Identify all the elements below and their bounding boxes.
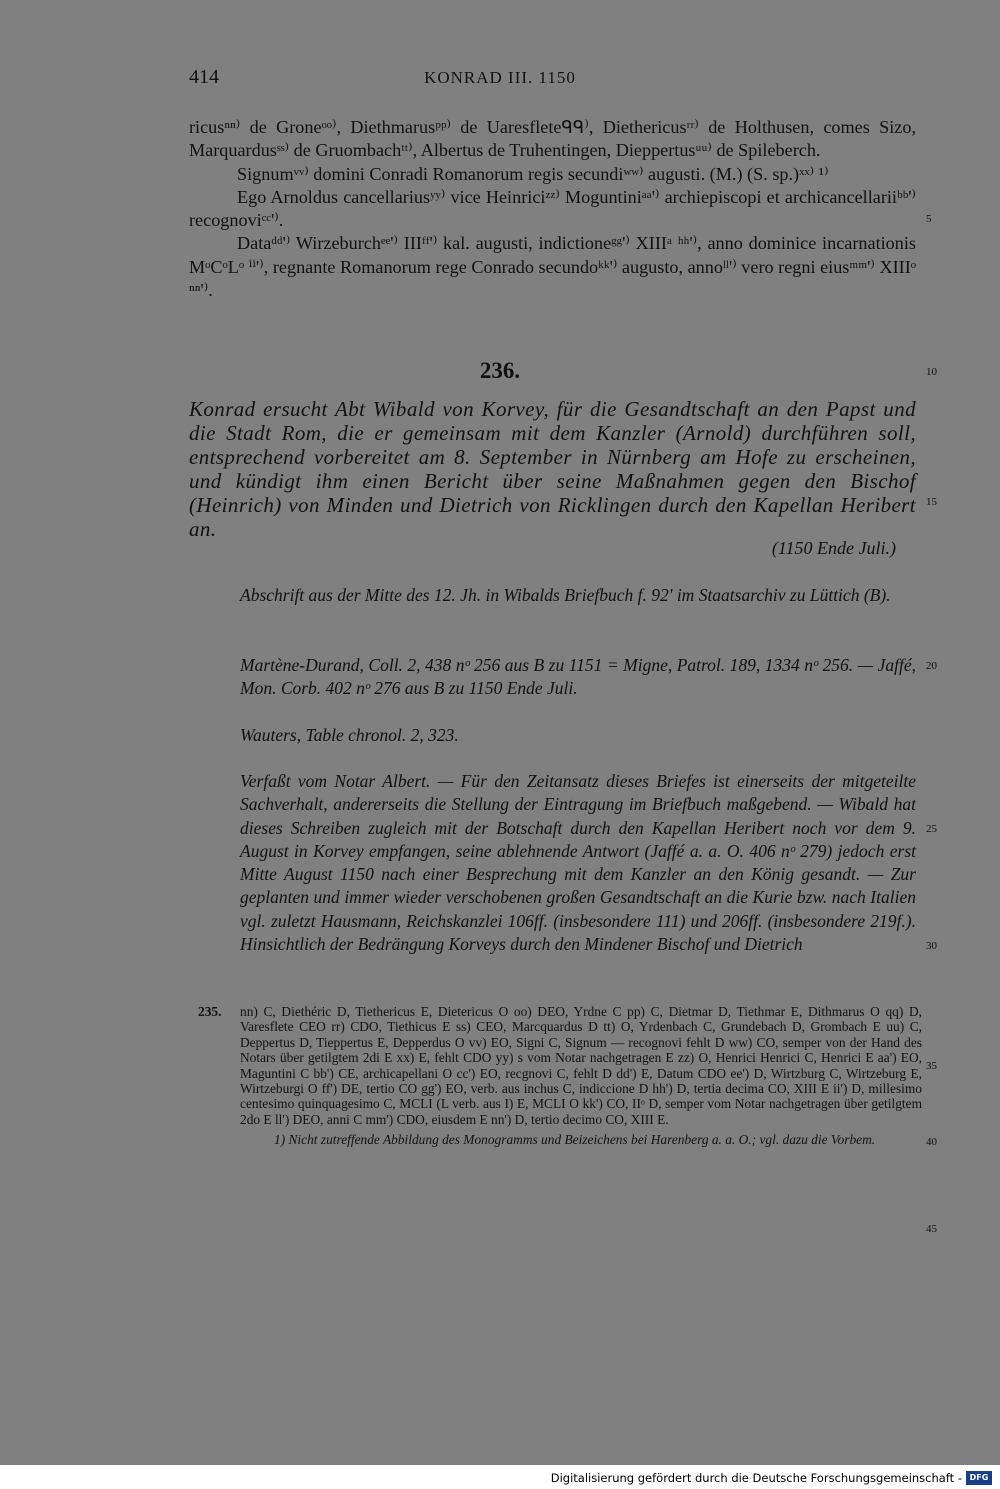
regest: Konrad ersucht Abt Wibald von Korvey, für die Gesandtschaft an den Papst und die Stadt Rom, die er gemeinsam mit dem Kanzler (Arnold) durchführen soll, entsprechend vorbereitet am 8. September in Nürnberg am Hofe zu erscheinen, und kündigt ihm einen Bericht über seine Maßnahmen gegen den Bischof (Heinrich) von Minden und Dietrich von Ricklingen durch den Kapellan Heribert an. bbox=[189, 397, 916, 541]
running-title: KONRAD III. 1150 bbox=[424, 68, 576, 87]
line-number: 15 bbox=[926, 496, 937, 508]
apparatus-text: nn) C, Diethéric D, Tiethericus E, Dietericus O oo) DEO, Yrdne C pp) C, Dietmar D, Tiethmar E, Dithmarus O qq) D, Varesflete CEO rr) CDO, Tiethicus E ss) CEO, Marcquardus D tt) O, Yrdenbach C, Grundebach D, Grombach E uu) C, Deppertus D, Tieppertus E, Depperdus O vv) EO, Signi C, Signum — recognovi fehlt D ww) CO, semper von der Hand des Notars über getilgtem 2di E xx) E, fehlt CDO yy) s vom Notar nachgetragen E zz) O, Henrici Henrici C, Henrici E aa') EO, Maguntini C bb') CE, archicapellani O cc') EO, recgnovi C, fehlt D dd') E, Datum CDO ee') D, Wirtzburg C, Wirtzeburg E, Wirtzeburgi O ff') DE, tertio CO gg') EO, verb. aus inchus C, indiccione D hh') D, tertia decima CO, XIII E ii') D, millesimo centesimo quinquagesimo C, MCLI (L verb. aus I) E, MCLI O kk') CO, IIᵒ D, semper vom Notar nachgetragen über getilgtem 2do E ll') DEO, anni C mm') CDO, eiusdem E nn') D, tertio decimo CO, XIII E. bbox=[240, 1004, 922, 1127]
funding-ribbon bbox=[0, 1467, 1000, 1489]
charter-text bbox=[189, 116, 916, 302]
page-number: 414 bbox=[189, 66, 219, 88]
note-commentary: Verfaßt vom Notar Albert. — Für den Zeitansatz dieses Briefes ist einerseits der mitgeteilte Sachverhalt, andererseits die Stellung der Eintragung im Briefbuch maßgebend. — Wibald hat dieses Schreiben zugleich mit der Botschaft durch den Kapellan Heribert noch vor dem 9. August in Korvey empfangen, seine ablehnende Antwort (Jaffé a. a. O. 406 nᵒ 279) jedoch erst Mitte August 1150 nach einer Besprechung mit dem Kanzler an den König gesandt. — Zur geplanten und immer wieder verschobenen großen Gesandtschaft an die Kurie bzw. nach Italien vgl. zuletzt Hausmann, Reichskanzlei 106ff. (insbesondere 111) und 206ff. (insbesondere 219f.). Hinsichtlich der Bedrängung Korveys durch den Mindener Bischof und Dietrich bbox=[240, 771, 916, 955]
line-number: 5 bbox=[926, 213, 932, 225]
footnote-1: 1) Nicht zutreffende Abbildung des Monogramms und Beizeichens bei Harenberg a. a. O.; vgl. dazu die Vorbem. bbox=[274, 1132, 876, 1148]
line-number: 45 bbox=[926, 1223, 937, 1235]
funding-text: Digitalisierung gefördert durch die Deutsche Forschungsgemeinschaft - bbox=[550, 1471, 962, 1485]
line-number: 10 bbox=[926, 366, 937, 378]
note-editions: Martène-Durand, Coll. 2, 438 nᵒ 256 aus B zu 1151 = Migne, Patrol. 189, 1334 nᵒ 256. — Jaffé, Mon. Corb. 402 nᵒ 276 aus B zu 1150 Ende Juli. bbox=[240, 655, 916, 699]
dating-clause: Dataᵈᵈ'⁾ Wirzeburchᵉᵉ'⁾ IIIᶠᶠ'⁾ kal. augusti, indictioneᵍᵍ'⁾ XIIIᵃ ʰʰ'⁾, anno dominice incarnationis MᵒCᵒLᵒ ⁱⁱ'⁾, regnante Romanorum rege Conrado secundoᵏᵏ'⁾ augusto, annoˡˡ'⁾ vero regni eiusᵐᵐ'⁾ XIIIᵒ ⁿⁿ'⁾. bbox=[189, 233, 916, 301]
line-number: 40 bbox=[926, 1136, 937, 1148]
apparatus-label: 235. bbox=[198, 1004, 222, 1019]
note-source: Abschrift aus der Mitte des 12. Jh. in Wibalds Briefbuch f. 92' im Staatsarchiv zu Lüttich (B). bbox=[240, 585, 891, 605]
critical-apparatus bbox=[198, 1004, 922, 1148]
note-regesta: Wauters, Table chronol. 2, 323. bbox=[240, 725, 459, 745]
document-number: 236. bbox=[479, 358, 521, 383]
signum-line: Signumᵛᵛ⁾ domini Conradi Romanorum regis secundiʷʷ⁾ augusti. (M.) (S. sp.)ˣˣ⁾ ¹⁾ bbox=[237, 163, 829, 184]
line-number: 20 bbox=[926, 660, 937, 672]
line-number: 35 bbox=[926, 1060, 937, 1072]
line-number: 25 bbox=[926, 823, 937, 835]
dfg-logo-icon: DFG bbox=[966, 1471, 992, 1485]
line-number: 30 bbox=[926, 940, 937, 952]
date-line: (1150 Ende Juli.) bbox=[771, 538, 896, 558]
witness-list: ricusⁿⁿ⁾ de Groneᵒᵒ⁾, Diethmarusᵖᵖ⁾ de Uaresfleteᑫᑫ⁾, Diethericusʳʳ⁾ de Holthusen, comes Sizo, Marquardusˢˢ⁾ de Gruombachᵗᵗ⁾, Albertus de Truhentingen, Dieppertusᵘᵘ⁾ de Spileberch. bbox=[189, 117, 916, 161]
recognition-line: Ego Arnoldus cancellariusʸʸ⁾ vice Heinriciᶻᶻ⁾ Moguntiniᵃᵃ'⁾ archiepiscopi et archicancellariiᵇᵇ'⁾ recognoviᶜᶜ'⁾. bbox=[189, 186, 916, 231]
